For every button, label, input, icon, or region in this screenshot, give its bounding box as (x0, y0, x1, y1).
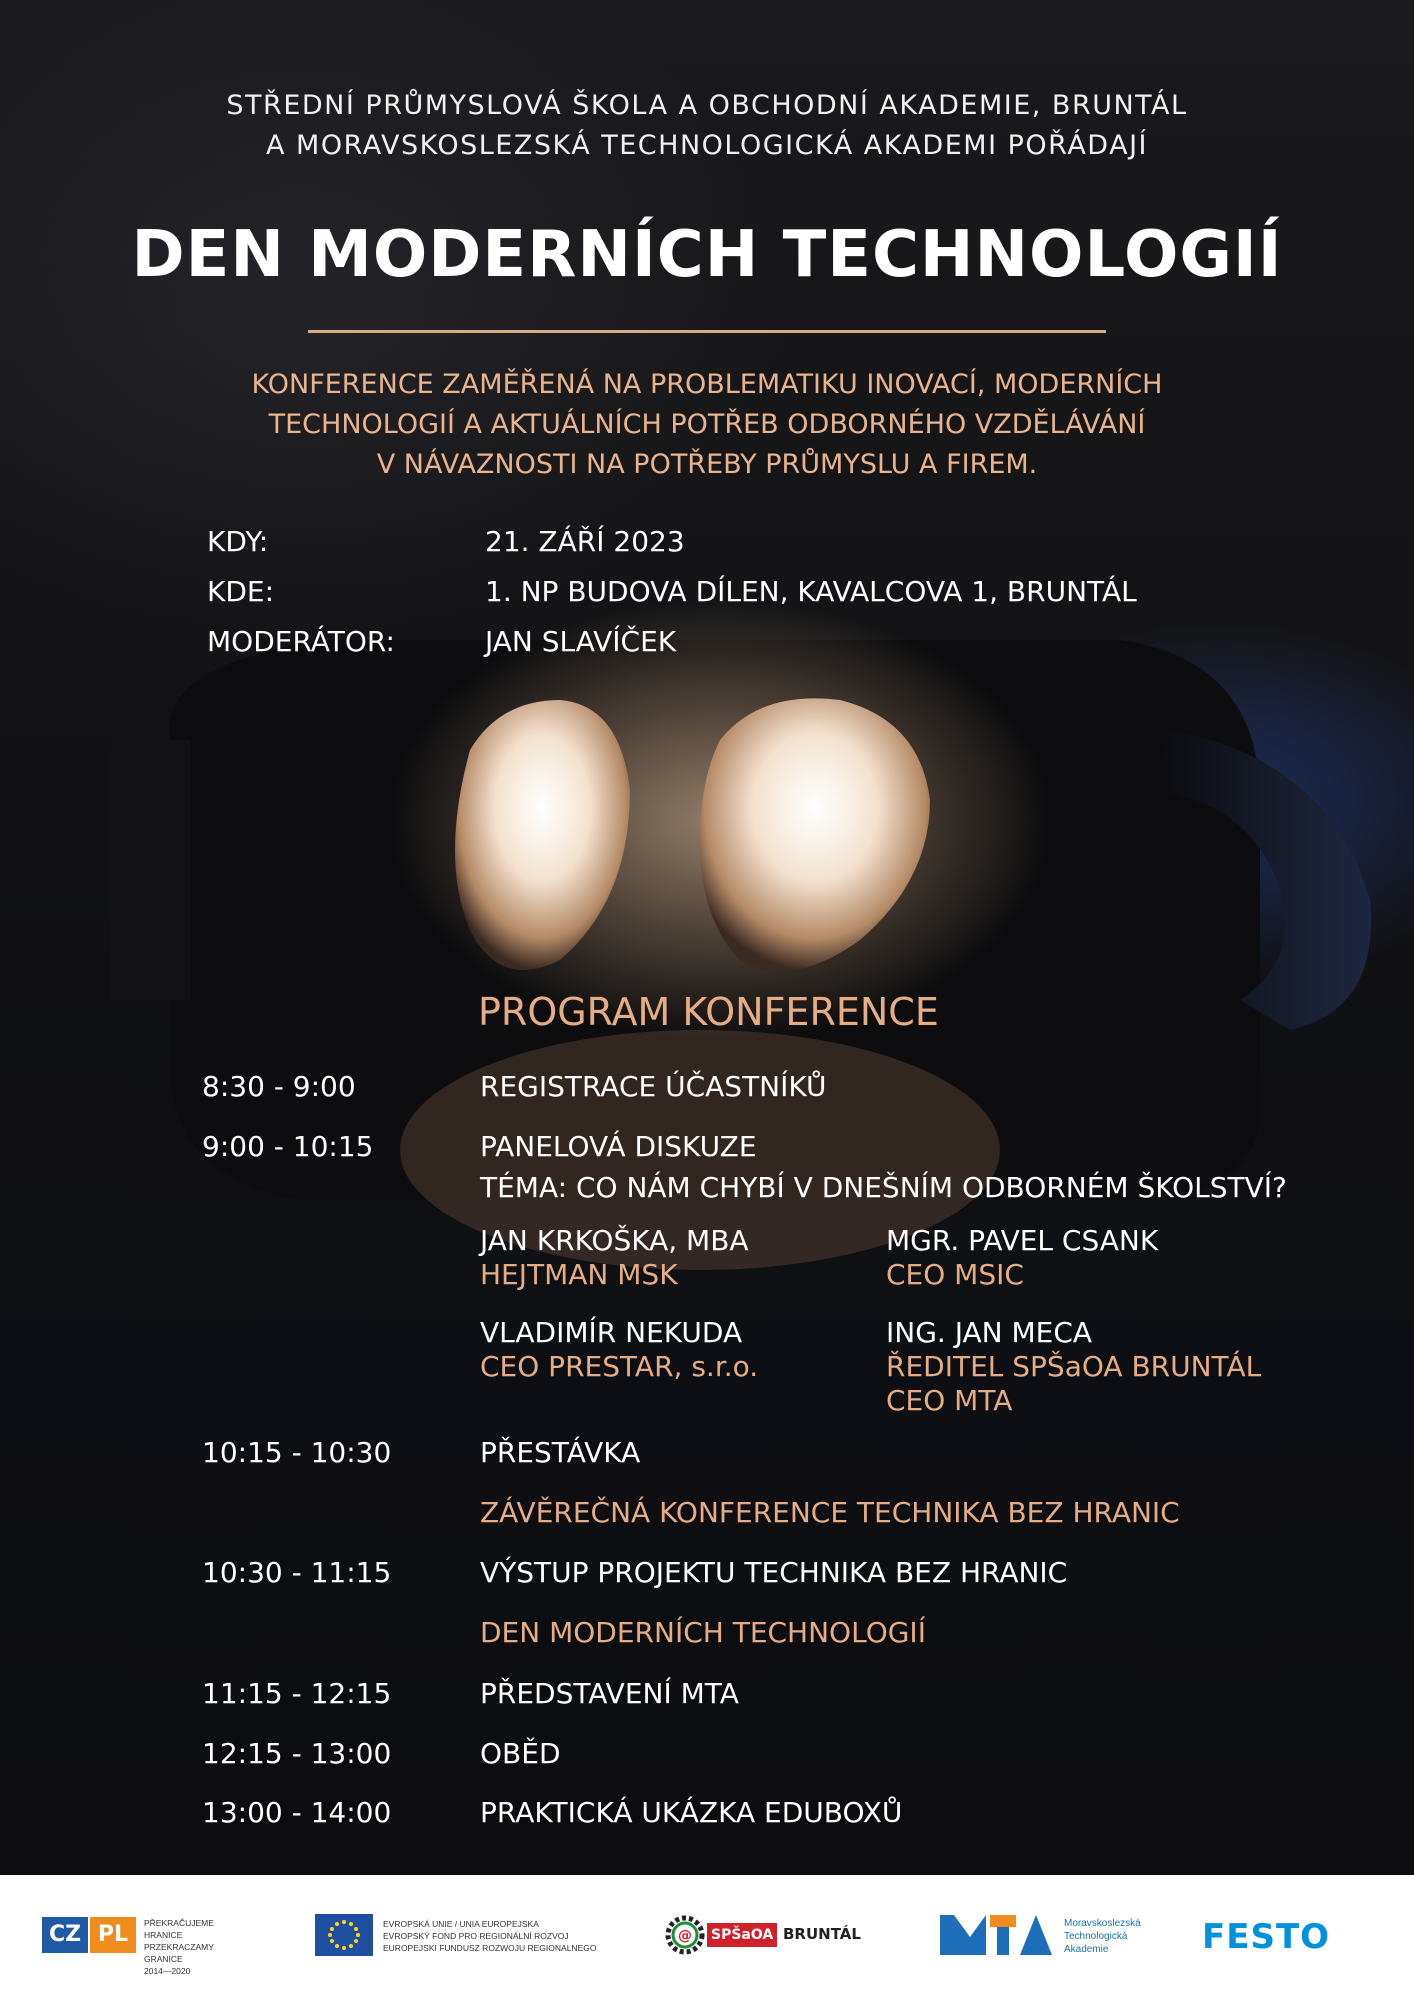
program-item: PŘESTÁVKA (480, 1436, 641, 1469)
program-title: PROGRAM KONFERENCE (478, 990, 939, 1034)
program-time: 10:15 - 10:30 (202, 1436, 392, 1469)
panelist-role-2: CEO MTA (886, 1384, 1013, 1417)
czpl-text-3: 2014—2020 (144, 1966, 191, 1976)
czpl-text-1: PŘEKRAČUJEME HRANICE (144, 1918, 214, 1940)
program-time: 12:15 - 13:00 (202, 1737, 392, 1770)
title-divider (308, 330, 1106, 333)
eu-logo (315, 1912, 635, 1958)
organizers-line-1: STŘEDNÍ PRŮMYSLOVÁ ŠKOLA A OBCHODNÍ AKADEMIE, BRUNTÁL (226, 90, 1188, 121)
program-time: 10:30 - 11:15 (202, 1556, 392, 1589)
mta-text-1: Moravskoslezská (1064, 1918, 1141, 1929)
mta-text (1064, 1917, 1141, 1956)
program-item: PANELOVÁ DISKUZE (480, 1130, 757, 1163)
panelist-role: HEJTMAN MSK (480, 1258, 678, 1291)
spsoa-badge: SPŠaOA (707, 1923, 777, 1947)
mta-text-2: Technologická (1064, 1931, 1128, 1942)
program-item: VÝSTUP PROJEKTU TECHNIKA BEZ HRANIC (480, 1556, 1068, 1589)
panelist-name: MGR. PAVEL CSANK (886, 1224, 1159, 1257)
program-section-heading: DEN MODERNÍCH TECHNOLOGIÍ (480, 1616, 926, 1649)
eu-text (383, 1918, 596, 1954)
spsoa-logo (665, 1915, 905, 1957)
page-title: DEN MODERNÍCH TECHNOLOGIÍ (131, 218, 1283, 292)
when-label: KDY: (207, 525, 269, 558)
panelist (480, 1224, 749, 1292)
eu-text-1: EVROPSKÁ UNIE / UNIA EUROPEJSKA (383, 1919, 539, 1929)
czpl-text-2: PRZEKRACZAMY GRANICE (144, 1942, 214, 1964)
moderator-value: JAN SLAVÍČEK (485, 625, 677, 658)
subtitle-line-3: V NÁVAZNOSTI NA POTŘEBY PRŮMYSLU A FIREM. (376, 449, 1038, 480)
program-time: 13:00 - 14:00 (202, 1796, 392, 1829)
program-section-heading: ZÁVĚREČNÁ KONFERENCE TECHNIKA BEZ HRANIC (480, 1496, 1180, 1529)
panelist (886, 1316, 1261, 1418)
gear-icon (665, 1915, 705, 1955)
czpl-mark-cz: CZ (42, 1917, 88, 1953)
program-item: REGISTRACE ÚČASTNÍKŮ (480, 1070, 827, 1103)
eu-text-2: EVROPSKÝ FOND PRO REGIONÁLNÍ ROZVOJ (383, 1931, 569, 1941)
program-time: 9:00 - 10:15 (202, 1130, 374, 1163)
program-time: 11:15 - 12:15 (202, 1677, 392, 1710)
sponsor-footer (0, 1875, 1414, 2000)
panelist-role: CEO MSIC (886, 1258, 1024, 1291)
subtitle (0, 365, 1414, 485)
program-item: PŘEDSTAVENÍ MTA (480, 1677, 739, 1710)
subtitle-line-2: TECHNOLOGIÍ A AKTUÁLNÍCH POTŘEB ODBORNÉHO VZDĚLÁVÁNÍ (268, 409, 1146, 440)
panelist (886, 1224, 1158, 1292)
festo-logo: FESTO (1202, 1917, 1331, 1957)
program-time: 8:30 - 9:00 (202, 1070, 356, 1103)
czpl-mark-pl: PL (90, 1917, 136, 1953)
eu-text-3: EUROPEJSKI FUNDUSZ ROZWOJU REGIONALNEGO (383, 1943, 597, 1953)
where-label: KDE: (207, 575, 275, 608)
panelist-name: ING. JAN MECA (886, 1316, 1093, 1349)
program-item: PRAKTICKÁ UKÁZKA EDUBOXŮ (480, 1796, 903, 1829)
panelist-name: JAN KRKOŠKA, MBA (480, 1224, 749, 1257)
czpl-logo (42, 1915, 247, 1976)
czpl-text (144, 1917, 247, 1977)
mta-mark-icon (940, 1915, 1052, 1957)
svg-text:@: @ (678, 1928, 692, 1944)
organizers-line-2: A MORAVSKOSLEZSKÁ TECHNOLOGICKÁ AKADEMI POŘÁDAJÍ (265, 130, 1148, 161)
program-item: OBĚD (480, 1737, 561, 1770)
mta-logo (940, 1913, 1180, 1959)
panelist (480, 1316, 758, 1384)
panelist-role: CEO PRESTAR, s.r.o. (480, 1350, 759, 1383)
mta-text-3: Akademie (1064, 1944, 1109, 1955)
panelist-role: ŘEDITEL SPŠaOA BRUNTÁL (886, 1350, 1262, 1383)
when-value: 21. ZÁŘÍ 2023 (485, 525, 685, 558)
panelist-name: VLADIMÍR NEKUDA (480, 1316, 743, 1349)
organizers (0, 86, 1414, 166)
spsoa-city: BRUNTÁL (783, 1925, 861, 1943)
where-value: 1. NP BUDOVA DÍLEN, KAVALCOVA 1, BRUNTÁL (485, 575, 1137, 608)
program-item-topic: TÉMA: CO NÁM CHYBÍ V DNEŠNÍM ODBORNÉM ŠKOLSTVÍ? (480, 1171, 1287, 1204)
eu-flag-icon (315, 1914, 373, 1956)
subtitle-line-1: KONFERENCE ZAMĚŘENÁ NA PROBLEMATIKU INOVACÍ, MODERNÍCH (251, 369, 1163, 400)
moderator-label: MODERÁTOR: (207, 625, 395, 658)
